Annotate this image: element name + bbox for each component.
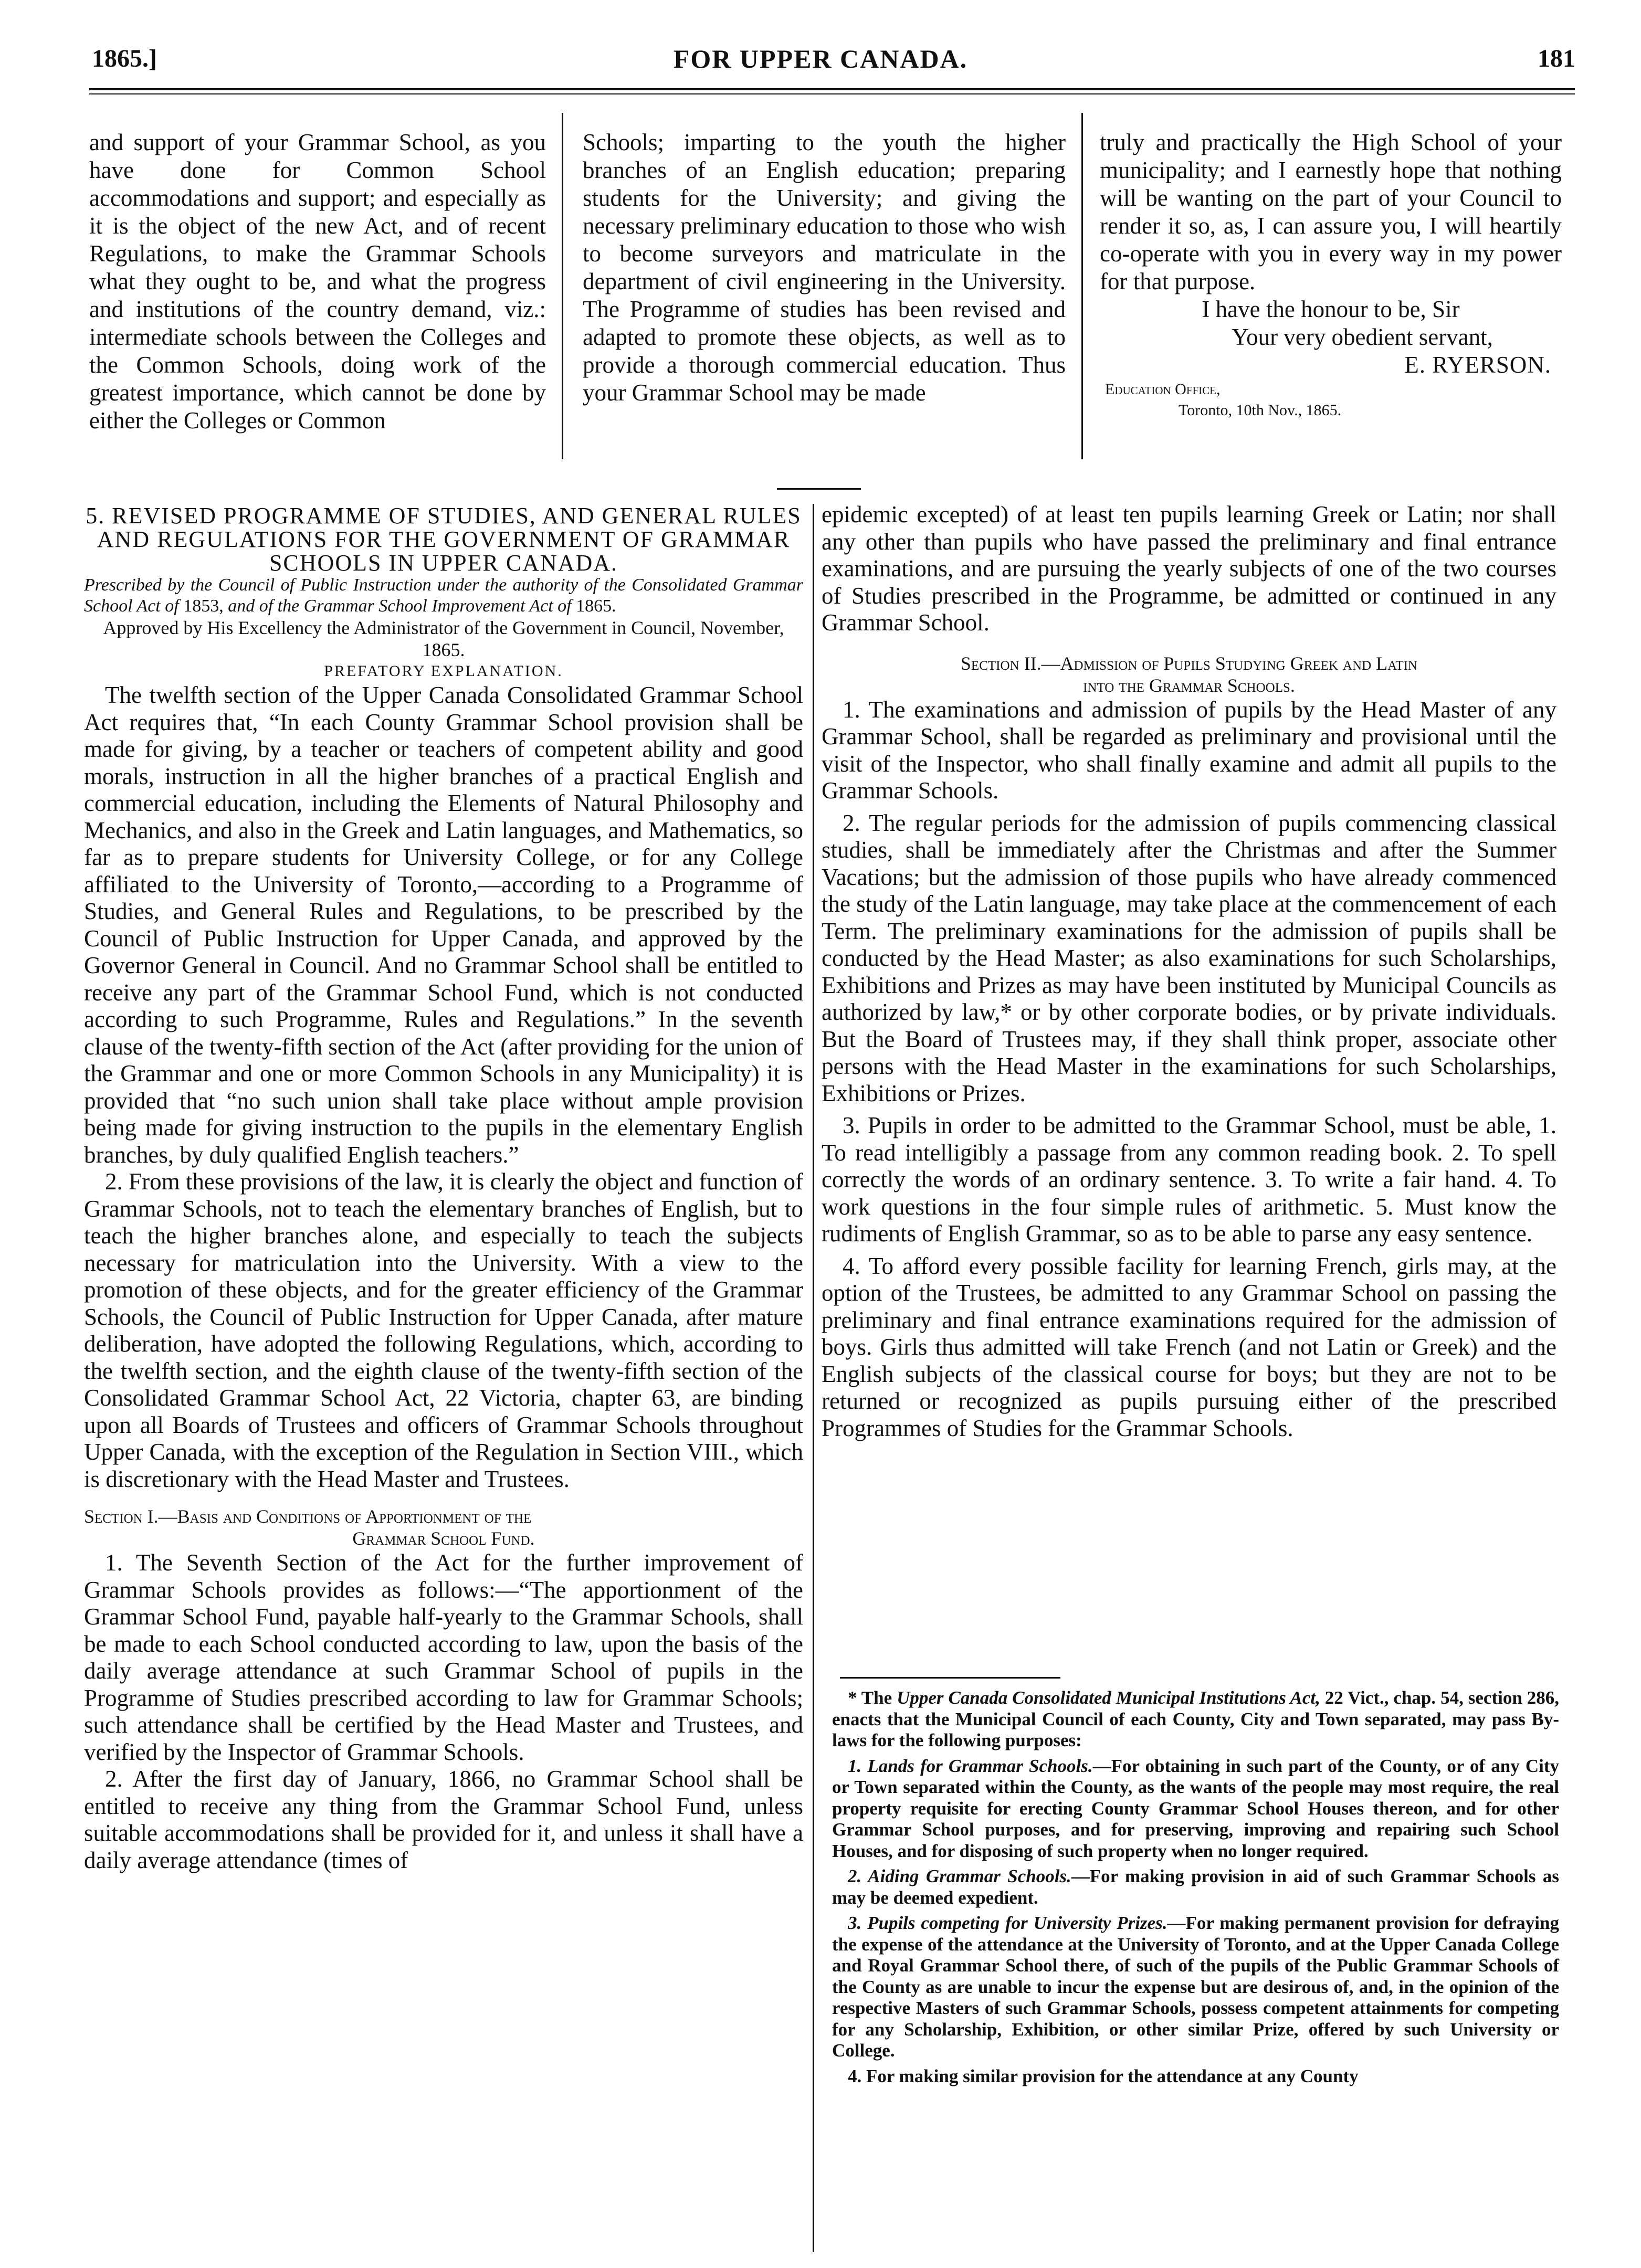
section-2-heading-2: into the Grammar Schools. — [1083, 674, 1295, 696]
continuation-paragraph: epidemic excepted) of at least ten pupils learning Greek or Latin; nor shall any other than pupils who have passed the preliminary and final entrance examinations, and are pursuing the yearly subjects of one of the two courses of Studies prescribed in the Programme, be admitted or continued in any Grammar School. — [822, 501, 1556, 636]
section-1-paragraph-2: 2. After the first day of January, 1866, no Grammar School shall be entitled to receive any thing from the Grammar School Fund, unless suitable accommodations shall be provided for it, and unless it shall have a daily average attendance (times of — [84, 1766, 803, 1873]
column-divider — [813, 504, 814, 2252]
place-date: Toronto, 10th Nov., 1865. — [1179, 402, 1342, 419]
top-column-3-text: truly and practically the High School of your municipality; and I earnestly hope that nothing will be wanting on the part of your Council to render it so, as, I can assure you, I will heartily co-operate with you in every way in my power for that purpose. — [1100, 129, 1562, 294]
top-column-2-text: Schools; imparting to the youth the higher branches of an English education; preparing students for the University; and giving the necessary preliminary education to those who wish to become surveyors and matriculate in the department of civil engineering in the University. The Programme of studies has been revised and adapted to promote these objects, as well as to provide a thorough commercial education. Thus your Grammar School may be made — [583, 129, 1066, 406]
header-year: 1865.] — [92, 45, 157, 72]
section-2-paragraph-4: 4. To afford every possible facility for learning French, girls may, at the option of the Trustees, be admitted to any Grammar School on passing the preliminary and final entrance examinations required for the admission of boys. Girls thus admitted will take French (and not Latin or Greek) and the English subjects of the classical course for boys; but they are not to be returned or recognized as pupils pursuing either of the prescribed Programmes of Studies for the Grammar Schools. — [822, 1252, 1556, 1441]
top-column-2 — [583, 129, 1066, 407]
section-2-paragraph-3: 3. Pupils in order to be admitted to the Grammar School, must be able, 1. To read intelligibly a passage from any common reading book. 2. To spell correctly the words of an ordinary sentence. 3. To write a fair hand. 4. To work questions in the four simple rules of arithmetic. 5. Must know the rudiments of English Grammar, so as to be able to parse any easy sentence. — [822, 1112, 1556, 1247]
section-rule — [777, 488, 861, 490]
header-title: FOR UPPER CANADA. — [673, 44, 968, 73]
closing-line-1: I have the honour to be, Sir — [1202, 296, 1460, 322]
closing-line-2: Your very obedient servant, — [1232, 324, 1493, 350]
footnote-item-2-title: 2. Aiding Grammar Schools. — [848, 1866, 1071, 1886]
approved-note: Approved by His Excellency the Administrator of the Government in Council, November, 1865. — [103, 617, 784, 660]
signature: E. RYERSON. — [1404, 352, 1551, 378]
prescribed-text-1: Prescribed by the Council of Public Instruction under the authority of the Consolidated Grammar School Act of — [84, 575, 803, 616]
footnote-intro-text: 22 Vict., chap. 54, section 286, enacts that the Municipal Council of each County, City and Town separated, may pass By-laws for the following purposes: — [832, 1687, 1559, 1750]
footnote-marker: * The — [848, 1687, 892, 1708]
section-title: 5. REVISED PROGRAMME OF STUDIES, AND GENERAL RULES AND REGULATIONS FOR THE GOVERNMENT OF GRAMMAR SCHOOLS IN UPPER CANADA. — [86, 503, 802, 576]
column-divider — [1081, 113, 1083, 459]
top-column-3 — [1100, 129, 1562, 421]
prefatory-heading: PREFATORY EXPLANATION. — [324, 662, 563, 680]
footnote-item-1-title: 1. Lands for Grammar Schools. — [848, 1755, 1093, 1776]
top-column-1 — [89, 129, 546, 435]
footnote-item-1-text: —For obtaining in such part of the County, or of any City or Town separated within the County, as the wants of the people may most require, the real property requisite for erecting County Grammar School Houses thereon, and for other Grammar School purposes, and for preserving, improving and repairing such School Houses, and for disposing of such property when no longer required. — [832, 1755, 1559, 1861]
footnote-act-title: Upper Canada Consolidated Municipal Institutions Act, — [897, 1687, 1320, 1708]
section-2-paragraph-2: 2. The regular periods for the admission of pupils commencing classical studies, shall be immediately after the Christmas and after the Summer Vacations; but the admission of those pupils who have already commenced the study of the Latin language, may take place at the commencement of each Term. The preliminary examinations for the admission of pupils shall be conducted by the Head Master; as also examinations for such Scholarships, Exhibitions and Prizes as may have been instituted by Municipal Councils as authorized by law,* or by other corporate bodies, or by private individuals. But the Board of Trustees may, if they shall think proper, associate other persons with the Head Master in the examinations for such Scholarships, Exhibitions or Prizes. — [822, 809, 1556, 1106]
section-1-paragraph-1: 1. The Seventh Section of the Act for the further improvement of Grammar Schools provides as follows:—“The apportionment of the Grammar School Fund, payable half-yearly to the Grammar Schools, shall be made to each School conducted according to law, upon the basis of the daily average attendance at such Grammar School of pupils in the Programme of Studies prescribed according to law for Grammar Schools; such attendance shall be certified by the Head Master and Trustees, and verified by the Inspector of Grammar Schools. — [84, 1549, 803, 1765]
left-column — [84, 504, 803, 1874]
footnote-item-1 — [832, 1756, 1559, 1862]
section-1-heading: Section I.—Basis and Conditions of Apportionment of the — [84, 1506, 532, 1527]
paragraph-2: 2. From these provisions of the law, it is clearly the object and function of Grammar Schools, not to teach the elementary branches of English, but to teach the higher branches alone, and especially to teach the subjects necessary for matriculation into the University. With a view to the promotion of these objects, and for the greater efficiency of the Grammar Schools, the Council of Public Instruction for Upper Canada, after mature deliberation, have adopted the following Regulations, which, according to the twelfth section, and the eighth clause of the twenty-fifth section of the Consolidated Grammar School Act, 22 Victoria, chapter 63, are binding upon all Boards of Trustees and officers of Grammar Schools throughout Upper Canada, with the exception of the Regulation in Section VIII., which is discretionary with the Head Master and Trustees. — [84, 1168, 803, 1492]
footnote-intro — [832, 1687, 1559, 1752]
paragraph-1: The twelfth section of the Upper Canada Consolidated Grammar School Act requires that, “In each County Grammar School provision shall be made for giving, by a teacher or teachers of competent ability and good morals, instruction in all the higher branches of a practical English and commercial education, including the Elements of Natural Philosophy and Mechanics, and also in the Greek and Latin languages, and Mathematics, so far as to prepare students for University College, or for any College affiliated to the University of Toronto,—according to a Programme of Studies, and General Rules and Regulations, to be prescribed by the Council of Public Instruction for Upper Canada, and approved by the Governor General in Council. And no Grammar School shall be entitled to receive any part of the Grammar School Fund, which is not conducted according to such Programme, Rules and Regulations.” In the seventh clause of the twenty-fifth section of the Act (after providing for the union of the Grammar and one or more Common Schools in any Municipality) it is provided that “no such union shall take place without ample provision being made for giving instruction to the pupils in the elementary English branches, by duly qualified English teachers.” — [84, 682, 803, 1168]
footnote-rule — [840, 1677, 1060, 1679]
prescribed-text-2: and of the Grammar School Improvement Act of — [228, 596, 572, 616]
prescribed-year-2: 1865. — [576, 596, 616, 616]
prescribed-note — [84, 575, 803, 617]
right-column — [822, 501, 1556, 1442]
footnote-item-3-title: 3. Pupils competing for University Prizes. — [848, 1913, 1167, 1933]
footnote-item-3-text: —For making permanent provision for defraying the expense of the attendance at the University of Toronto, and at the Upper Canada College and Royal Grammar School there, of such of the pupils of the Public Grammar Schools of the County as are unable to incur the expense but are desirous of, and, in the opinion of the respective Masters of such Grammar Schools, possess competent attainments for competing for any Scholarship, Exhibition, or other similar Prize, offered by such University or College. — [832, 1913, 1559, 2061]
footnote-item-3 — [832, 1913, 1559, 2062]
footnote-item-2-text: —For making provision in aid of such Grammar Schools as may be deemed expedient. — [832, 1866, 1559, 1908]
footnote — [832, 1687, 1559, 2091]
section-1-heading-2: Grammar School Fund. — [352, 1528, 535, 1549]
top-column-1-text: and support of your Grammar School, as you have done for Common School accommodations and support; and especially as it is the object of the new Act, and of recent Regulations, to make the Grammar Schools what they ought to be, and what the progress and institutions of the country demand, viz.: intermediate schools between the Colleges and the Common Schools, doing work of the greatest importance, which cannot be done by either the Colleges or Common — [89, 129, 546, 434]
column-divider — [562, 113, 563, 459]
education-office: Education Office, — [1105, 381, 1221, 398]
section-2-heading: Section II.—Admission of Pupils Studying Greek and Latin — [960, 652, 1418, 674]
header-rule-thin — [89, 93, 1575, 94]
prescribed-year-1: 1853, — [183, 596, 224, 616]
section-2-paragraph-1: 1. The examinations and admission of pupils by the Head Master of any Grammar School, shall be regarded as preliminary and provisional until the visit of the Inspector, who shall finally examine and admit all pupils to the Grammar Schools. — [822, 696, 1556, 804]
header-rule — [89, 88, 1575, 90]
page-number: 181 — [1538, 45, 1575, 72]
footnote-item-4: 4. For making similar provision for the attendance at any County — [848, 2065, 1359, 2086]
footnote-item-2 — [832, 1866, 1559, 1908]
